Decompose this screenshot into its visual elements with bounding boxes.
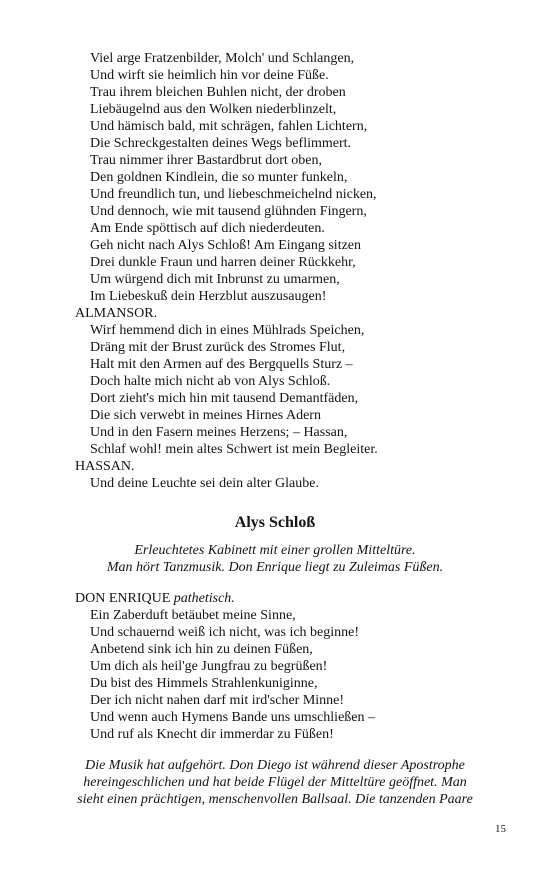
verse-line: Der ich nicht nahen darf mit ird'scher Minne!	[90, 693, 345, 708]
verse-line: Du bist des Himmels Strahlenkuniginne,	[90, 676, 318, 691]
verse-line: Und deine Leuchte sei dein alter Glaube.	[90, 476, 319, 491]
verse-line: Ein Zaberduft betäubet meine Sinne,	[90, 608, 296, 623]
speaker-name: HASSAN.	[75, 459, 135, 474]
verse-line: Um dich als heil'ge Jungfrau zu begrüßen!	[90, 659, 328, 674]
verse-line: Geh nicht nach Alys Schloß! Am Eingang sitzen	[90, 238, 362, 253]
verse-line: Trau ihrem bleichen Buhlen nicht, der droben	[90, 85, 346, 100]
verse-line: Drei dunkle Fraun und harren deiner Rückkehr,	[90, 255, 356, 270]
verse-line: Und ruf als Knecht dir immerdar zu Füßen!	[90, 727, 334, 742]
stage-direction-line: sieht einen prächtigen, menschenvollen Ballsaal. Die tanzenden Paare	[77, 792, 473, 807]
verse-line: Wirf hemmend dich in eines Mühlrads Speichen,	[90, 323, 365, 338]
stage-direction-line: Die Musik hat aufgehört. Don Diego ist während dieser Apostrophe	[85, 758, 465, 773]
stage-direction-line: Man hört Tanzmusik. Don Enrique liegt zu Zuleimas Füßen.	[106, 560, 444, 575]
verse-line: Und wenn auch Hymens Bande uns umschließen –	[90, 710, 375, 725]
speaker-name: ALMANSOR.	[75, 306, 158, 321]
verse-line: Halt mit den Armen auf des Bergquells Sturz –	[90, 357, 353, 372]
verse-line: Und wirft sie heimlich hin vor deine Füße.	[90, 68, 329, 83]
verse-line: Viel arge Fratzenbilder, Molch' und Schlangen,	[90, 51, 355, 66]
stage-direction-line: hereingeschlichen und hat beide Flügel der Mitteltüre geöffnet. Man	[83, 775, 467, 790]
verse-line: Anbetend sink ich hin zu deinen Füßen,	[90, 642, 313, 657]
verse-line: Dort zieht's mich hin mit tausend Demantfäden,	[90, 391, 359, 406]
verse-line: Und hämisch bald, mit schrägen, fahlen Lichtern,	[90, 119, 368, 134]
verse-line: Schlaf wohl! mein altes Schwert ist mein Begleiter.	[90, 442, 378, 457]
verse-line: Und schauernd weiß ich nicht, was ich beginne!	[90, 625, 360, 640]
stage-direction-line: Erleuchtetes Kabinett mit einer grollen Mitteltüre.	[134, 543, 416, 558]
speaker-direction: pathetisch.	[173, 591, 235, 606]
verse-line: Die Schreckgestalten deines Wegs beflimmert.	[90, 136, 352, 151]
verse-line: Und dennoch, wie mit tausend glühnden Fingern,	[90, 204, 367, 219]
speaker-name: DON ENRIQUE	[75, 591, 171, 606]
verse-line: Und in den Fasern meines Herzens; – Hassan,	[90, 425, 348, 440]
verse-line: Die sich verwebt in meines Hirnes Adern	[90, 408, 321, 423]
verse-line: Am Ende spöttisch auf dich niederdeuten.	[90, 221, 325, 236]
verse-line: Trau nimmer ihrer Bastardbrut dort oben,	[90, 153, 322, 168]
speaker-heading	[75, 590, 235, 607]
verse-line: Liebäugelnd aus den Wolken niederblinzelt,	[90, 102, 337, 117]
verse-line: Um würgend dich mit Inbrunst zu umarmen,	[90, 272, 340, 287]
verse-line: Doch halte mich nicht ab von Alys Schloß.	[90, 374, 331, 389]
verse-line: Den goldnen Kindlein, die so munter funkeln,	[90, 170, 348, 185]
verse-line: Dräng mit der Brust zurück des Stromes Flut,	[90, 340, 346, 355]
verse-line: Im Liebeskuß dein Herzblut auszusaugen!	[90, 289, 327, 304]
page-number: 15	[495, 823, 506, 835]
verse-line: Und freundlich tun, und liebeschmeichelnd nicken,	[90, 187, 377, 202]
scene-title: Alys Schloß	[234, 514, 316, 531]
